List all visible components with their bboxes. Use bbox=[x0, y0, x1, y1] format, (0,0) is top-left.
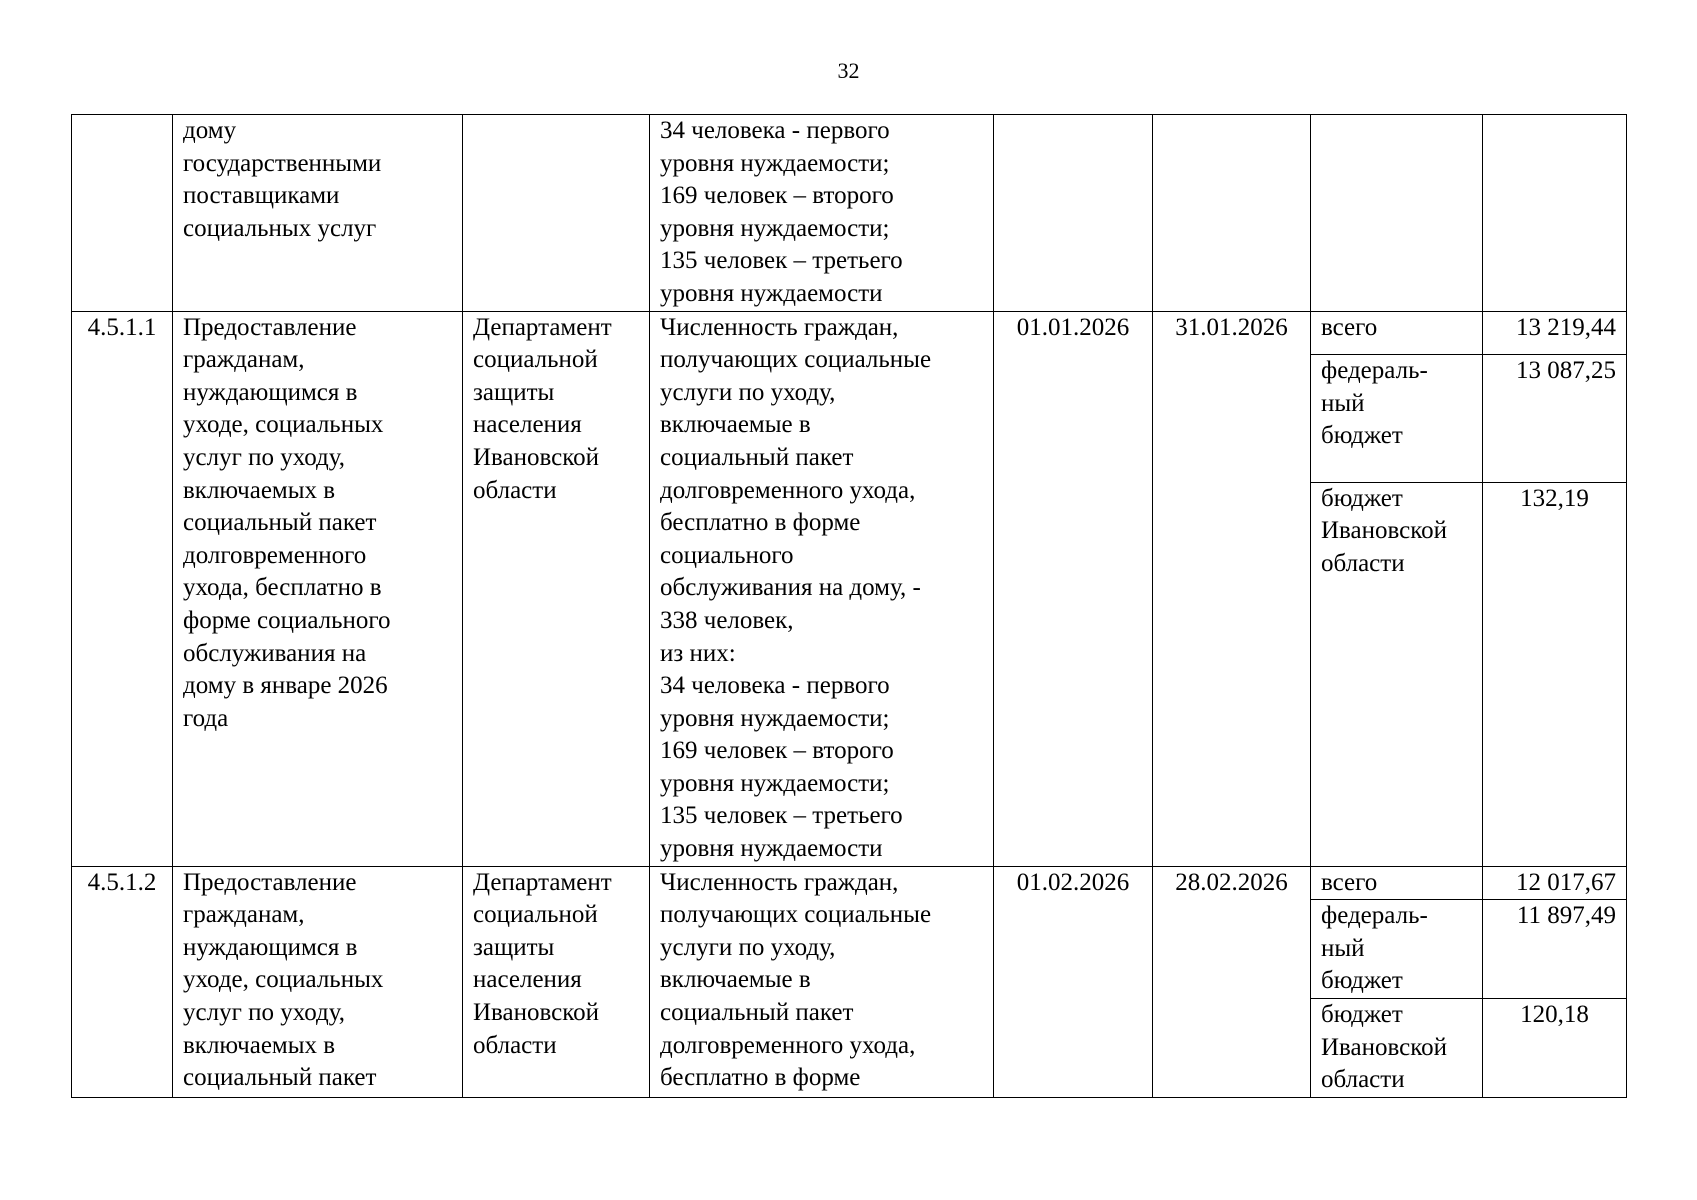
text-line: включаемые в bbox=[660, 411, 811, 439]
text-line: из них: bbox=[660, 639, 736, 667]
text-line: федераль- bbox=[1321, 356, 1428, 384]
text-line: населения bbox=[473, 966, 582, 994]
text-line: 169 человек – второго bbox=[660, 182, 894, 210]
text-line: услуг по уходу, bbox=[183, 999, 345, 1027]
cell-executor bbox=[463, 115, 650, 312]
cell-indicator bbox=[650, 311, 994, 866]
text-line: области bbox=[473, 476, 557, 504]
cell-funding-source-total bbox=[1311, 311, 1483, 354]
cell-funding-amount-federal: 11 897,49 bbox=[1483, 900, 1627, 999]
activities-table bbox=[71, 114, 1627, 1098]
text-line: гражданам, bbox=[183, 346, 305, 374]
text-line: года bbox=[183, 704, 229, 732]
text-line: Численность граждан, bbox=[660, 313, 899, 341]
text-line: услуг по уходу, bbox=[183, 443, 345, 471]
text-line: бюджет bbox=[1321, 422, 1403, 450]
text-line: Предоставление bbox=[183, 868, 357, 896]
text-line: защиты bbox=[473, 933, 555, 961]
text-line: включаемые в bbox=[660, 966, 811, 994]
text-line: долговременного bbox=[183, 541, 367, 569]
cell-start-date bbox=[994, 115, 1153, 312]
text-line: социальный пакет bbox=[660, 999, 854, 1027]
cell-start-date: 01.01.2026 bbox=[994, 311, 1153, 866]
text-line: социальной bbox=[473, 346, 598, 374]
text-line: услуги по уходу, bbox=[660, 933, 836, 961]
text-line: 135 человек – третьего bbox=[660, 802, 903, 830]
cell-funding-amount bbox=[1483, 115, 1627, 312]
table-row bbox=[72, 866, 1627, 900]
cell-executor bbox=[463, 866, 650, 1097]
text-line: услуги по уходу, bbox=[660, 378, 836, 406]
cell-funding-source-regional bbox=[1311, 999, 1483, 1098]
text-line: дому в январе 2026 bbox=[183, 672, 388, 700]
cell-executor bbox=[463, 311, 650, 866]
text-line: области bbox=[1321, 549, 1405, 577]
text-line: Ивановской bbox=[473, 443, 600, 471]
text-line: бесплатно в форме bbox=[660, 1064, 861, 1092]
cell-number bbox=[72, 115, 173, 312]
text-line: социальный пакет bbox=[660, 443, 854, 471]
text-line: дому bbox=[183, 117, 237, 144]
text-line: нуждающимся в bbox=[183, 933, 358, 961]
cell-number: 4.5.1.1 bbox=[72, 311, 173, 866]
text-line: всего bbox=[1321, 313, 1378, 341]
text-line: ный bbox=[1321, 934, 1365, 962]
text-line: ный bbox=[1321, 389, 1365, 417]
cell-funding-source bbox=[1311, 115, 1483, 312]
cell-end-date: 31.01.2026 bbox=[1153, 311, 1311, 866]
text-line: включаемых в bbox=[183, 476, 336, 504]
text-line: бюджет bbox=[1321, 1001, 1403, 1029]
text-line: уходе, социальных bbox=[183, 411, 384, 439]
text-line: населения bbox=[473, 411, 582, 439]
text-line: включаемых в bbox=[183, 1031, 336, 1059]
text-line: 34 человека - первого bbox=[660, 117, 890, 144]
cell-funding-amount-federal: 13 087,25 bbox=[1483, 354, 1627, 482]
text-line: уровня нуждаемости; bbox=[660, 769, 890, 797]
cell-end-date bbox=[1153, 115, 1311, 312]
text-line: долговременного ухода, bbox=[660, 1031, 916, 1059]
cell-end-date: 28.02.2026 bbox=[1153, 866, 1311, 1097]
text-line: всего bbox=[1321, 868, 1378, 896]
text-line: социального bbox=[660, 541, 794, 569]
text-line: получающих социальные bbox=[660, 346, 932, 374]
text-line: защиты bbox=[473, 378, 555, 406]
text-line: Департамент bbox=[473, 313, 612, 341]
text-line: уровня нуждаемости; bbox=[660, 214, 890, 242]
text-line: Ивановской bbox=[1321, 517, 1448, 545]
text-line: долговременного ухода, bbox=[660, 476, 916, 504]
text-line: социальных услуг bbox=[183, 214, 377, 242]
cell-indicator bbox=[650, 115, 994, 312]
cell-funding-amount-total: 13 219,44 bbox=[1483, 311, 1627, 354]
text-line: уровня нуждаемости bbox=[660, 279, 883, 307]
text-line: 135 человек – третьего bbox=[660, 247, 903, 275]
cell-funding-amount-regional: 120,18 bbox=[1483, 999, 1627, 1098]
cell-name bbox=[173, 115, 463, 312]
text-line: форме социального bbox=[183, 606, 391, 634]
cell-funding-amount-regional: 132,19 bbox=[1483, 482, 1627, 866]
text-line: Департамент bbox=[473, 868, 612, 896]
text-line: гражданам, bbox=[183, 901, 305, 929]
cell-start-date: 01.02.2026 bbox=[994, 866, 1153, 1097]
text-line: Ивановской bbox=[473, 999, 600, 1027]
text-line: социальный пакет bbox=[183, 509, 377, 537]
cell-funding-source-total bbox=[1311, 866, 1483, 900]
text-line: социальной bbox=[473, 901, 598, 929]
text-line: области bbox=[473, 1031, 557, 1059]
text-line: уровня нуждаемости; bbox=[660, 704, 890, 732]
text-line: нуждающимся в bbox=[183, 378, 358, 406]
text-line: уровня нуждаемости; bbox=[660, 149, 890, 177]
text-line: Ивановской bbox=[1321, 1033, 1448, 1061]
table-row-continuation bbox=[72, 115, 1627, 312]
page-number: 32 bbox=[837, 58, 860, 83]
text-line: бюджет bbox=[1321, 967, 1403, 995]
cell-name bbox=[173, 866, 463, 1097]
text-line: бюджет bbox=[1321, 484, 1403, 512]
cell-name bbox=[173, 311, 463, 866]
cell-indicator bbox=[650, 866, 994, 1097]
text-line: 169 человек – второго bbox=[660, 737, 894, 765]
text-line: уровня нуждаемости bbox=[660, 835, 883, 863]
text-line: обслуживания на дому, - bbox=[660, 574, 921, 602]
text-line: уходе, социальных bbox=[183, 966, 384, 994]
cell-funding-amount-total: 12 017,67 bbox=[1483, 866, 1627, 900]
text-line: социальный пакет bbox=[183, 1064, 377, 1092]
cell-funding-source-federal bbox=[1311, 900, 1483, 999]
table-row bbox=[72, 311, 1627, 354]
cell-number: 4.5.1.2 bbox=[72, 866, 173, 1097]
cell-funding-source-regional bbox=[1311, 482, 1483, 866]
text-line: Предоставление bbox=[183, 313, 357, 341]
text-line: 338 человек, bbox=[660, 606, 794, 634]
text-line: обслуживания на bbox=[183, 639, 367, 667]
text-line: получающих социальные bbox=[660, 901, 932, 929]
cell-funding-source-federal bbox=[1311, 354, 1483, 482]
text-line: государственными bbox=[183, 149, 382, 177]
text-line: ухода, бесплатно в bbox=[183, 574, 382, 602]
text-line: области bbox=[1321, 1066, 1405, 1094]
text-line: Численность граждан, bbox=[660, 868, 899, 896]
text-line: бесплатно в форме bbox=[660, 509, 861, 537]
text-line: федераль- bbox=[1321, 902, 1428, 930]
text-line: поставщиками bbox=[183, 182, 340, 210]
text-line: 34 человека - первого bbox=[660, 672, 890, 700]
